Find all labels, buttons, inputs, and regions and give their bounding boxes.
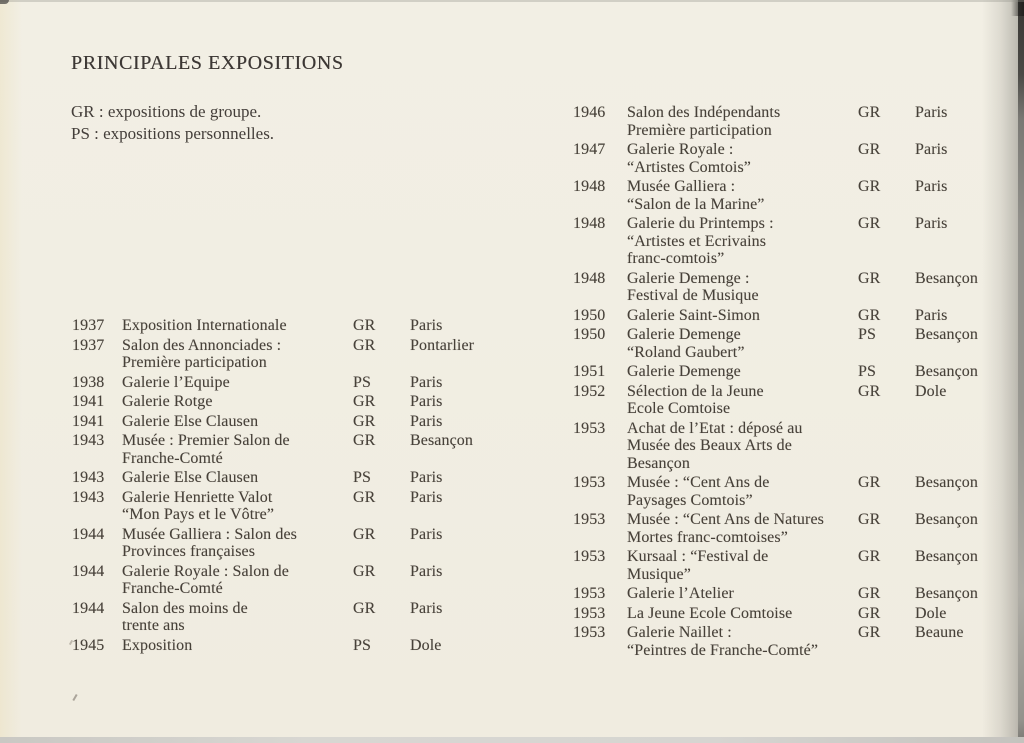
entry-type: GR <box>858 511 881 528</box>
entry-description-line: Mortes franc-comtoises” <box>627 528 788 546</box>
entry-description-line: franc-comtois” <box>627 250 725 267</box>
entry-description-line: Galerie l’Atelier <box>627 585 734 602</box>
entry-year: 1953 <box>573 419 606 437</box>
exhibition-entry <box>72 393 502 411</box>
entry-year: 1937 <box>72 317 105 334</box>
entry-type: GR <box>858 548 881 565</box>
entry-year: 1944 <box>72 562 105 580</box>
entry-year: 1953 <box>573 604 606 622</box>
entry-type: GR <box>353 412 376 430</box>
entry-description-line: Musée : “Cent Ans de Natures <box>627 511 824 528</box>
exhibition-entry <box>72 489 502 524</box>
exhibition-entry <box>72 526 502 561</box>
entry-city: Paris <box>410 488 443 506</box>
entry-description-line: Exposition Internationale <box>122 317 287 334</box>
entry-city: Paris <box>410 562 443 580</box>
entry-year: 1945 <box>72 636 105 654</box>
entry-description <box>627 511 858 546</box>
entry-description-line: Galerie l’Equipe <box>122 373 230 391</box>
entry-city: Besançon <box>915 548 979 565</box>
entry-city: Besançon <box>915 363 979 380</box>
entry-description-line: Sélection de la Jeune <box>627 382 764 400</box>
entry-type: GR <box>353 336 376 354</box>
entry-city: Paris <box>915 104 948 121</box>
exhibition-entry <box>573 585 1013 603</box>
entry-year: 1950 <box>573 326 606 343</box>
entry-city: Paris <box>915 215 948 232</box>
entry-description <box>627 326 858 361</box>
exhibition-entry <box>72 600 502 635</box>
entry-city: Dole <box>915 604 947 622</box>
entry-description-line: Musée des Beaux Arts de <box>627 437 792 454</box>
exhibition-entry <box>573 420 1013 473</box>
entry-type: GR <box>353 393 376 410</box>
entry-description-line: “Salon de la Marine” <box>627 195 765 213</box>
entry-description <box>122 526 353 561</box>
entry-year: 1946 <box>573 104 606 121</box>
entry-description-line: Achat de l’Etat : déposé au <box>627 419 803 437</box>
entry-description-line: Provinces françaises <box>122 543 256 560</box>
entry-city: Paris <box>410 317 443 334</box>
entry-type: GR <box>858 624 881 641</box>
entry-description-line: Galerie Naillet : <box>627 624 732 641</box>
entry-type <box>858 420 915 473</box>
entry-type: GR <box>858 215 881 232</box>
exhibition-entry <box>573 270 1013 305</box>
exhibition-entry <box>573 363 1013 381</box>
entry-type: PS <box>353 373 371 391</box>
legend-item-gr: GR : expositions de groupe. <box>71 102 262 121</box>
entry-type: GR <box>858 474 881 491</box>
entry-description-line: Musique” <box>627 565 691 583</box>
entry-description <box>122 600 353 635</box>
exhibition-entry <box>72 317 502 335</box>
exhibition-entry <box>573 178 1013 213</box>
entry-city: Paris <box>915 141 948 158</box>
entry-year: 1948 <box>573 215 606 232</box>
entry-description <box>627 307 858 325</box>
entry-description-line: Galerie Henriette Valot <box>122 488 273 506</box>
entry-description-line: Galerie Else Clausen <box>122 469 259 486</box>
entry-type: GR <box>858 306 881 324</box>
entry-description <box>627 141 858 176</box>
entry-year: 1941 <box>72 412 105 430</box>
entry-city: Besançon <box>915 474 979 491</box>
entry-year: 1948 <box>573 178 606 195</box>
entry-year: 1937 <box>72 336 105 354</box>
entry-description-line: Galerie Saint-Simon <box>627 306 760 324</box>
exhibition-entry <box>573 474 1013 509</box>
entry-description <box>627 363 858 381</box>
entry-description <box>122 489 353 524</box>
entry-description-line: Salon des Indépendants <box>627 104 781 121</box>
exhibition-entry <box>573 383 1013 418</box>
entry-year: 1953 <box>573 548 606 565</box>
entry-description-line: Première participation <box>627 121 772 139</box>
entry-description-line: Salon des Annonciades : <box>122 336 282 354</box>
entry-type: GR <box>858 141 881 158</box>
page-title: PRINCIPALES EXPOSITIONS <box>71 52 344 74</box>
entry-year: 1953 <box>573 624 606 641</box>
entry-description-line: Kursaal : “Festival de <box>627 548 769 565</box>
exhibition-entry <box>573 548 1013 583</box>
entry-description <box>122 337 353 372</box>
entry-type: GR <box>353 317 376 334</box>
entry-description <box>122 317 353 335</box>
entry-description-line: Franche-Comté <box>122 580 223 597</box>
entry-year: 1950 <box>573 306 606 324</box>
exhibition-entry <box>573 511 1013 546</box>
exhibition-entry <box>72 374 502 392</box>
entry-description-line: Ecole Comtoise <box>627 400 731 417</box>
exhibition-entry <box>573 307 1013 325</box>
entry-city: Paris <box>410 599 443 617</box>
entry-year: 1951 <box>573 363 606 380</box>
exhibition-entry <box>573 215 1013 268</box>
entry-description <box>122 432 353 467</box>
exhibition-entry <box>573 326 1013 361</box>
entry-description-line: Musée Galliera : <box>627 178 736 195</box>
entry-type: GR <box>858 178 881 195</box>
entry-type: GR <box>858 104 881 121</box>
exhibition-entry <box>573 141 1013 176</box>
entry-type: PS <box>353 469 371 486</box>
entry-year: 1944 <box>72 599 105 617</box>
entry-description <box>122 374 353 392</box>
entry-city: Paris <box>410 469 443 486</box>
entry-year: 1952 <box>573 382 606 400</box>
entry-type: GR <box>858 269 881 287</box>
entry-type: GR <box>353 432 376 449</box>
entry-description <box>627 104 858 139</box>
entry-city: Paris <box>410 373 443 391</box>
entry-type: PS <box>353 636 371 654</box>
entry-year: 1941 <box>72 393 105 410</box>
entry-year: 1953 <box>573 511 606 528</box>
entry-year: 1953 <box>573 474 606 491</box>
entry-description-line: Franche-Comté <box>122 449 223 467</box>
entry-city: Besançon <box>915 585 979 602</box>
legend-item-ps: PS : expositions personnelles. <box>71 124 275 143</box>
entry-city: Dole <box>410 636 442 654</box>
entry-description <box>627 178 858 213</box>
exhibition-entry <box>573 104 1013 139</box>
entry-year: 1938 <box>72 373 105 391</box>
exhibition-entry <box>72 413 502 431</box>
entry-type: GR <box>858 382 881 400</box>
entry-city: Besançon <box>915 511 979 528</box>
entry-city: Besançon <box>410 432 474 449</box>
entry-description-line: “Mon Pays et le Vôtre” <box>122 506 275 523</box>
exhibitions-column-right <box>573 104 1013 661</box>
entry-description-line: Salon des moins de <box>122 599 248 617</box>
entry-description-line: Musée Galliera : Salon des <box>122 525 297 543</box>
entry-description-line: trente ans <box>122 617 185 634</box>
exhibition-entry <box>72 563 502 598</box>
entry-description <box>627 215 858 268</box>
exhibition-entry <box>573 624 1013 659</box>
exhibition-entry <box>573 605 1013 623</box>
entry-description-line: Festival de Musique <box>627 287 759 304</box>
entry-year: 1948 <box>573 269 606 287</box>
entry-type: PS <box>858 326 876 343</box>
entry-year: 1953 <box>573 585 606 602</box>
entry-description-line: Galerie du Printemps : <box>627 215 774 232</box>
entry-city: Besançon <box>915 269 979 287</box>
entry-city: Paris <box>410 393 443 410</box>
entry-year: 1947 <box>573 141 606 158</box>
entry-city: Beaune <box>915 624 964 641</box>
entry-description <box>627 585 858 603</box>
entry-description-line: Musée : “Cent Ans de <box>627 474 770 491</box>
entry-year: 1943 <box>72 488 105 506</box>
exhibition-entry <box>72 469 502 487</box>
exhibition-entry <box>72 432 502 467</box>
entry-city: Pontarlier <box>410 336 475 354</box>
entry-description-line: “Roland Gaubert” <box>627 343 745 361</box>
exhibitions-column-left <box>72 317 502 656</box>
entry-description <box>627 270 858 305</box>
entry-type: GR <box>353 599 376 617</box>
entry-description <box>627 383 858 418</box>
entry-city: Paris <box>410 525 443 543</box>
entry-description-line: Galerie Royale : Salon de <box>122 562 289 580</box>
entry-description-line: “Artistes et Ecrivains <box>627 232 767 250</box>
entry-type: GR <box>353 488 376 506</box>
entry-city: Paris <box>915 306 948 324</box>
entry-year: 1943 <box>72 469 105 486</box>
entry-description <box>122 469 353 487</box>
entry-city: Paris <box>915 178 948 195</box>
entry-description-line: La Jeune Ecole Comtoise <box>627 604 793 622</box>
entry-description <box>627 624 858 659</box>
entry-description <box>627 548 858 583</box>
entry-description-line: “Artistes Comtois” <box>627 158 752 176</box>
entry-year: 1943 <box>72 432 105 449</box>
entry-type: GR <box>353 562 376 580</box>
entry-description <box>627 605 858 623</box>
entry-city: Paris <box>410 412 443 430</box>
exhibition-entry <box>72 337 502 372</box>
entry-description <box>122 637 353 655</box>
entry-description-line: Exposition <box>122 636 193 654</box>
entry-description-line: Musée : Premier Salon de <box>122 432 290 449</box>
entry-description-line: Galerie Royale : <box>627 141 734 158</box>
entry-description-line: Galerie Rotge <box>122 393 213 410</box>
entry-description-line: Galerie Demenge <box>627 363 741 380</box>
entry-type: GR <box>858 604 881 622</box>
legend <box>71 101 274 145</box>
entry-description-line: Première participation <box>122 354 267 371</box>
entry-description <box>122 393 353 411</box>
entry-type: GR <box>353 525 376 543</box>
entry-description-line: Paysages Comtois” <box>627 491 753 509</box>
exhibition-entry <box>72 637 502 655</box>
entry-city: Besançon <box>915 326 979 343</box>
entry-type: GR <box>858 585 881 602</box>
entry-description-line: Galerie Demenge <box>627 326 741 343</box>
entry-description-line: Besançon <box>627 454 691 472</box>
entry-description-line: Galerie Else Clausen <box>122 412 259 430</box>
entry-description <box>122 563 353 598</box>
entry-description-line: Galerie Demenge : <box>627 269 750 287</box>
entry-description <box>627 474 858 509</box>
entry-description <box>627 420 858 473</box>
entry-city: Dole <box>915 382 947 400</box>
entry-year: 1944 <box>72 525 105 543</box>
entry-description <box>122 413 353 431</box>
entry-type: PS <box>858 363 876 380</box>
entry-description-line: “Peintres de Franche-Comté” <box>627 641 819 659</box>
entry-city <box>915 420 1013 473</box>
